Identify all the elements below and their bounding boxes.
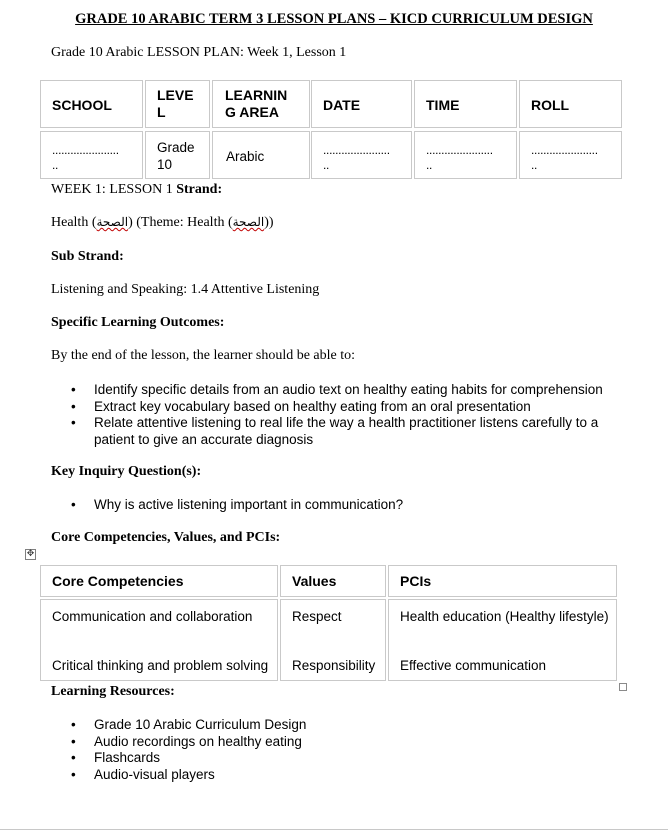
week-lesson-line — [51, 182, 222, 198]
list-item: • Why is active listening important in communication? — [51, 497, 611, 514]
inquiry-heading: Key Inquiry Question(s): — [51, 464, 202, 479]
arabic-word: الصحة — [96, 215, 129, 229]
info-value-roll — [519, 131, 622, 179]
blank-field: ...................... .. — [323, 143, 390, 172]
learning-area-value: Arabic — [226, 149, 265, 164]
comp-header-pcis — [388, 565, 617, 597]
info-header-label: ROLL — [531, 97, 570, 113]
list-item: • Identify specific details from an audio text on healthy eating habits for comprehension — [51, 382, 611, 399]
week-lesson-label: WEEK 1: LESSON 1 — [51, 182, 177, 197]
level-value: Grade 10 — [157, 140, 195, 172]
info-header-date — [311, 80, 412, 128]
list-item: • Audio-visual players — [51, 767, 611, 784]
blank-field: ...................... .. — [531, 143, 598, 172]
info-header-learning-area — [212, 80, 310, 128]
list-item: • Relate attentive listening to real life the way a health practitioner listens carefully to a patient to give an accurate diagnosis — [51, 415, 611, 448]
competencies-heading: Core Competencies, Values, and PCIs: — [51, 530, 281, 545]
table-cell: Effective communication — [400, 658, 547, 673]
lesson-plan-line: Grade 10 Arabic LESSON PLAN: Week 1, Lesson 1 — [51, 45, 347, 60]
table-cell: Responsibility — [292, 658, 376, 673]
strand-part: ) (Theme: Health ( — [128, 215, 233, 230]
resources-heading: Learning Resources: — [51, 684, 175, 699]
list-item: • Extract key vocabulary based on healthy eating from an oral presentation — [51, 399, 611, 416]
blank-field: ...................... .. — [426, 143, 493, 172]
strand-heading: Strand: — [176, 182, 223, 197]
sub-strand-text: Listening and Speaking: 1.4 Attentive Listening — [51, 282, 320, 297]
comp-body-values — [280, 599, 386, 681]
blank-field: ...................... .. — [52, 143, 119, 172]
table-move-handle-icon[interactable]: ✥ — [26, 549, 35, 559]
table-header-label: Values — [292, 573, 337, 589]
outcomes-list — [51, 382, 611, 448]
info-header-label: SCHOOL — [52, 97, 112, 113]
comp-body-core — [40, 599, 278, 681]
info-header-time — [414, 80, 517, 128]
list-item: • Flashcards — [51, 750, 611, 767]
outcomes-intro: By the end of the lesson, the learner should be able to: — [51, 348, 356, 363]
list-item: • Audio recordings on healthy eating — [51, 734, 611, 751]
strand-part: Health ( — [51, 215, 97, 230]
info-value-level — [145, 131, 210, 179]
table-cell: Critical thinking and problem solving — [52, 658, 269, 673]
info-header-school — [40, 80, 143, 128]
strand-part: )) — [264, 215, 274, 230]
info-header-label: LEVE L — [157, 87, 194, 120]
strand-text — [51, 215, 274, 231]
comp-body-pcis — [388, 599, 617, 681]
info-header-roll — [519, 80, 622, 128]
info-value-learning-area — [212, 131, 310, 179]
comp-header-core — [40, 565, 278, 597]
info-value-date — [311, 131, 412, 179]
page-bottom-divider — [0, 829, 668, 830]
table-cell: Respect — [292, 609, 342, 624]
table-resize-handle[interactable] — [619, 683, 627, 691]
table-header-label: PCIs — [400, 573, 432, 589]
info-value-time — [414, 131, 517, 179]
inquiry-list — [51, 497, 611, 514]
info-header-level — [145, 80, 210, 128]
resources-list — [51, 717, 611, 783]
sub-strand-heading: Sub Strand: — [51, 249, 124, 264]
info-value-school — [40, 131, 143, 179]
table-header-label: Core Competencies — [52, 573, 184, 589]
info-header-label: LEARNIN G AREA — [225, 87, 288, 120]
comp-header-values — [280, 565, 386, 597]
document-title: GRADE 10 ARABIC TERM 3 LESSON PLANS – KICD CURRICULUM DESIGN — [75, 11, 593, 27]
table-cell: Communication and collaboration — [52, 609, 253, 624]
info-header-label: DATE — [323, 97, 361, 113]
list-item: • Grade 10 Arabic Curriculum Design — [51, 717, 611, 734]
table-cell: Health education (Healthy lifestyle) — [400, 609, 609, 624]
info-header-label: TIME — [426, 97, 460, 113]
outcomes-heading: Specific Learning Outcomes: — [51, 315, 225, 330]
arabic-word: الصحة — [232, 215, 265, 229]
